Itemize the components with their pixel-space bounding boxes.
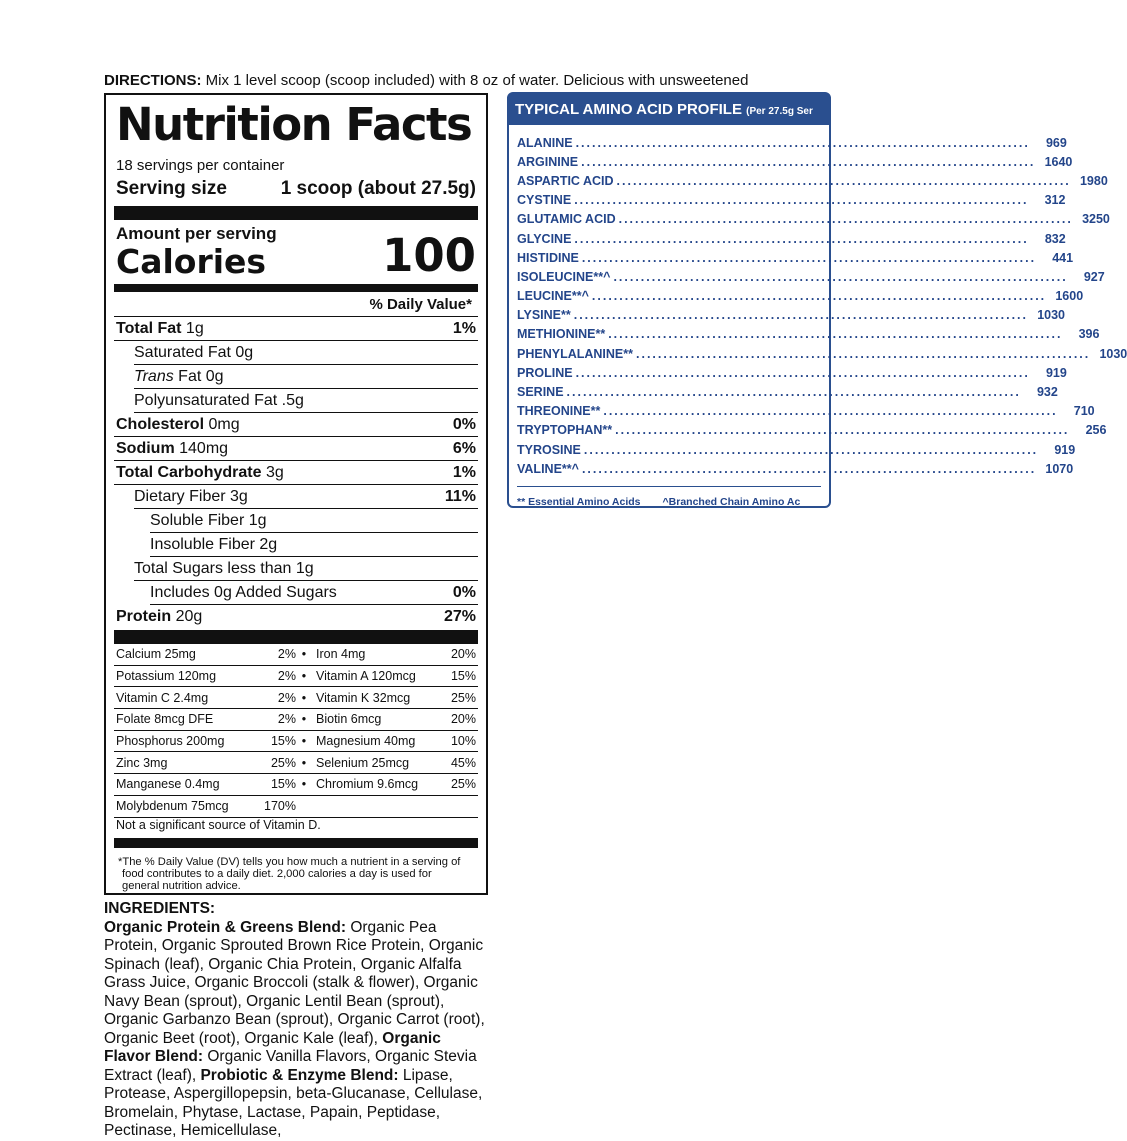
amount-per-serving-label: Amount per serving [116, 224, 277, 243]
mineral-label: Calcium 25mg [116, 647, 196, 662]
amino-acid-row [517, 402, 1095, 421]
amino-acid-value: 3250 [1082, 212, 1110, 227]
ingredients-text [104, 919, 489, 1141]
leader-dots [617, 174, 1071, 188]
nutrient-label: Cholesterol [116, 416, 205, 433]
nutrient-amount: 0mg [204, 416, 240, 433]
nutrient-label: Saturated Fat [134, 344, 231, 361]
probiotic-enzyme-blend-text: Lipase, Protease, Aspergillopepsin, beta-Glucanase, Cellulase, Bromelain, Phytase, Lactase, Papain, Peptidase, Pectinase, Hemicellulase, [104, 1066, 483, 1139]
mineral-label: Molybdenum 75mcg [116, 799, 229, 814]
amino-acid-value: 832 [1044, 231, 1066, 246]
nutrient-label: Includes 0g Added Sugars [150, 584, 337, 601]
mineral-label: Iron 4mg [316, 647, 366, 662]
bullet-icon: • [301, 647, 307, 662]
nutrient-label: Protein [116, 608, 172, 625]
amino-acid-value: 927 [1083, 269, 1105, 284]
amino-acid-row [517, 229, 1066, 248]
legend-essential: ** Essential Amino Acids [517, 496, 641, 509]
leader-dots [574, 232, 1028, 246]
probiotic-enzyme-blend-label: Probiotic & Enzyme Blend: [200, 1066, 399, 1084]
ingredients-heading: INGREDIENTS: [104, 900, 216, 917]
amino-acid-row [517, 382, 1058, 401]
amino-acid-name: ASPARTIC ACID [517, 173, 614, 188]
amino-acid-row [517, 191, 1066, 210]
serving-size-value: 1 scoop (about 27.5g) [280, 178, 476, 199]
mineral-dv: 25% [450, 777, 476, 792]
nutrient-row-insoluble-fiber [150, 533, 478, 557]
nutrient-amount: 140mg [174, 440, 229, 457]
nutrient-row-protein [114, 605, 478, 628]
calories-row [116, 224, 476, 280]
nutrient-label: Soluble Fiber [150, 512, 245, 529]
amino-acid-row [517, 267, 1105, 286]
amino-acid-name: HISTIDINE [517, 250, 579, 265]
amino-acid-value: 396 [1078, 327, 1100, 342]
mineral-label: Vitamin A 120mcg [316, 669, 416, 684]
amino-acid-value: 1640 [1044, 154, 1073, 169]
amino-acid-name: PHENYLALANINE** [517, 346, 633, 361]
amino-acid-name: VALINE**^ [517, 461, 579, 476]
nutrient-dv: 27% [443, 608, 476, 625]
nutrient-amount: 1g [181, 320, 204, 337]
amino-acid-value: 1600 [1055, 289, 1084, 304]
amino-acid-row [517, 287, 1084, 306]
leader-dots [592, 289, 1046, 303]
mineral-row [114, 731, 478, 753]
calories-label: Calories [116, 242, 267, 281]
amino-acid-row [517, 171, 1108, 190]
amino-acid-name: SERINE [517, 385, 564, 400]
flavor-blend-label: Organic Flavor Blend: [104, 1029, 441, 1065]
amino-acid-value: 1980 [1079, 173, 1108, 188]
leader-dots [608, 327, 1062, 341]
daily-value-header: % Daily Value* [114, 292, 478, 317]
amino-acid-name: PROLINE [517, 365, 573, 380]
servings-per-container: 18 servings per container [116, 157, 285, 174]
nutrient-row-sodium [114, 437, 478, 461]
daily-value-footnote: *The % Daily Value (DV) tells you how much a nutrient in a serving of food contributes to a daily diet. 2,000 calories a day is used for general nutrition advice. [118, 856, 461, 893]
amino-legend [509, 487, 829, 508]
amino-acid-value: 710 [1073, 404, 1095, 419]
amino-acid-row [517, 152, 1073, 171]
divider-thick [114, 206, 478, 220]
nutrient-label: Total Sugars less than [134, 560, 292, 577]
protein-greens-blend-label: Organic Protein & Greens Blend: [104, 918, 347, 936]
bullet-icon: • [301, 669, 307, 684]
nutrient-label: Trans [134, 368, 174, 385]
directions-text: Mix 1 level scoop (scoop included) with 8 oz of water. Delicious with unsweetened [201, 72, 749, 89]
amino-acid-name: GLUTAMIC ACID [517, 212, 616, 227]
amino-title: TYPICAL AMINO ACID PROFILE [515, 101, 742, 118]
amino-acid-name: GLYCINE [517, 231, 572, 246]
mineral-dv: 20% [450, 712, 476, 727]
mineral-label: Vitamin C 2.4mg [116, 690, 209, 705]
leader-dots [584, 443, 1038, 457]
mineral-row [114, 709, 478, 731]
leader-dots [582, 251, 1036, 265]
nutrient-label: Polyunsaturated Fat [134, 392, 278, 409]
nutrient-label: Total Fat [116, 320, 182, 337]
amino-acid-name: LEUCINE**^ [517, 289, 589, 304]
amino-acid-value: 919 [1045, 365, 1067, 380]
bullet-icon: • [301, 777, 307, 792]
nutrient-row-total-sugars [134, 557, 478, 581]
leader-dots [615, 423, 1069, 437]
nutrient-amount: 0g [230, 344, 254, 361]
amino-acid-name: METHIONINE** [517, 327, 606, 342]
nutrient-amount: 3g [261, 464, 284, 481]
amino-acid-value: 441 [1052, 250, 1074, 265]
serving-size [116, 178, 476, 200]
nutrient-amount: .5g [277, 392, 304, 409]
leader-dots [576, 366, 1030, 380]
nutrient-label: Dietary Fiber [134, 488, 226, 505]
amino-acid-row [517, 133, 1067, 152]
nutrient-label: Total Carbohydrate [116, 464, 262, 481]
not-significant-note: Not a significant source of Vitamin D. [116, 817, 321, 832]
nutrient-amount: 1g [291, 560, 314, 577]
mineral-dv: 2% [277, 669, 296, 684]
mineral-dv: 20% [450, 647, 476, 662]
amino-subtitle: (Per 27.5g Ser [746, 106, 813, 117]
mineral-row [114, 774, 478, 796]
divider-thick [114, 630, 478, 644]
mineral-label: Zinc 3mg [116, 755, 168, 770]
nutrient-label: Insoluble Fiber [150, 536, 255, 553]
amino-acid-profile-panel [507, 92, 1127, 509]
bullet-icon: • [301, 690, 307, 705]
divider-medium [114, 838, 478, 848]
leader-dots [613, 270, 1067, 284]
amino-acid-list [509, 125, 1127, 478]
mineral-row [114, 752, 478, 774]
mineral-row [114, 666, 478, 688]
amino-acid-name: THREONINE** [517, 404, 601, 419]
amino-acid-profile-header [509, 94, 829, 125]
bullet-icon: • [301, 755, 307, 770]
mineral-row-molybdenum [114, 796, 478, 818]
nutrient-row-total-fat [114, 317, 478, 341]
nutrient-row-added-sugars [150, 581, 478, 605]
amino-acid-value: 312 [1044, 193, 1066, 208]
amino-acid-row [517, 325, 1100, 344]
nutrient-dv: 0% [452, 584, 476, 601]
directions-line [104, 70, 804, 92]
amino-acid-name: LYSINE** [517, 308, 571, 323]
mineral-dv: 25% [450, 690, 476, 705]
amino-acid-value: 1070 [1045, 461, 1074, 476]
bullet-icon: • [301, 734, 307, 749]
mineral-label: Biotin 6mcg [316, 712, 382, 727]
nutrient-row-soluble-fiber [150, 509, 478, 533]
leader-dots [581, 155, 1035, 169]
mineral-dv: 170% [264, 799, 296, 814]
leader-dots [582, 462, 1036, 476]
amino-acid-value: 256 [1085, 423, 1107, 438]
vitamins-minerals-grid [114, 644, 478, 796]
flavor-blend-text: Organic Vanilla Flavors, Organic Stevia Extract (leaf), [104, 1048, 477, 1084]
nutrient-label: Sodium [116, 440, 175, 457]
amino-acid-name: TYROSINE [517, 442, 581, 457]
nutrient-row-polyunsaturated-fat [134, 389, 478, 413]
divider-medium [114, 284, 478, 292]
amino-acid-value: 932 [1036, 385, 1058, 400]
mineral-label: Potassium 120mg [116, 669, 217, 684]
amino-acid-name: ALANINE [517, 135, 573, 150]
nutrient-amount: 2g [254, 536, 278, 553]
amino-acid-name: ISOLEUCINE**^ [517, 269, 611, 284]
nutrient-dv: 0% [452, 416, 476, 433]
leader-dots [576, 136, 1030, 150]
amino-acid-name: CYSTINE [517, 193, 572, 208]
mineral-dv: 25% [270, 755, 296, 770]
nutrient-dv: 11% [444, 488, 476, 505]
nutrient-amount: Fat 0g [173, 368, 224, 385]
mineral-label: Vitamin K 32mcg [316, 690, 411, 705]
leader-dots [636, 347, 1090, 361]
amino-acid-name: ARGININE [517, 154, 579, 169]
mineral-label: Magnesium 40mg [316, 734, 416, 749]
directions-label: DIRECTIONS: [104, 72, 202, 89]
ingredients-block [104, 900, 489, 1141]
amino-acid-row [517, 363, 1067, 382]
legend-branched-chain: ^Branched Chain Amino Ac [662, 496, 801, 509]
nutrient-dv: 1% [452, 464, 476, 481]
amino-acid-row [517, 344, 1127, 363]
amino-acid-row [517, 306, 1065, 325]
mineral-label: Manganese 0.4mg [116, 777, 220, 792]
mineral-row [114, 687, 478, 709]
serving-size-label: Serving size [116, 178, 227, 199]
nutrient-row-saturated-fat [134, 341, 478, 365]
mineral-dv: 15% [270, 777, 296, 792]
mineral-dv: 15% [270, 734, 296, 749]
amino-acid-value: 919 [1054, 442, 1076, 457]
bullet-icon: • [301, 712, 307, 727]
nutrition-facts-title: Nutrition Facts [116, 98, 472, 151]
calories-value: 100 [382, 229, 476, 282]
mineral-label: Folate 8mcg DFE [116, 712, 214, 727]
mineral-dv: 2% [277, 712, 296, 727]
mineral-label: Selenium 25mcg [316, 755, 410, 770]
amino-acid-row [517, 210, 1110, 229]
protein-greens-blend-text: Organic Pea Protein, Organic Sprouted Brown Rice Protein, Organic Spinach (leaf), Organic Chia Protein, Organic Alfalfa Grass Juice, Organic Broccoli (stalk & flower), Organic Navy Bean (sprout), Organic Lentil Bean (sprout), Organic Garbanzo Bean (sprout), Organic Carrot (root), Organic Beet (root), Organic Kale (leaf), [104, 918, 485, 1047]
leader-dots [619, 212, 1073, 226]
mineral-label: Phosphorus 200mg [116, 734, 225, 749]
mineral-dv: 45% [450, 755, 476, 770]
amino-acid-row [517, 459, 1074, 478]
leader-dots [567, 385, 1021, 399]
mineral-label: Chromium 9.6mcg [316, 777, 419, 792]
leader-dots [574, 308, 1028, 322]
leader-dots [603, 404, 1057, 418]
nutrient-row-trans-fat [134, 365, 478, 389]
amino-acid-value: 969 [1045, 135, 1067, 150]
amino-acid-row [517, 440, 1076, 459]
nutrient-amount: 20g [171, 608, 203, 625]
nutrient-row-cholesterol [114, 413, 478, 437]
amino-acid-row [517, 248, 1074, 267]
nutrient-row-total-carbohydrate [114, 461, 478, 485]
nutrient-amount: 3g [225, 488, 248, 505]
nutrient-dv: 1% [452, 320, 476, 337]
nutrient-row-dietary-fiber [134, 485, 478, 509]
amino-acid-value: 1030 [1037, 308, 1065, 323]
mineral-dv: 2% [277, 690, 296, 705]
nutrition-facts-panel [104, 93, 488, 895]
mineral-dv: 10% [450, 734, 476, 749]
nutrient-amount: 1g [244, 512, 267, 529]
mineral-dv: 2% [277, 647, 296, 662]
leader-dots [574, 193, 1028, 207]
amino-acid-value: 1030 [1099, 346, 1127, 361]
mineral-dv: 15% [450, 669, 476, 684]
amino-acid-row [517, 421, 1107, 440]
nutrient-dv: 6% [452, 440, 476, 457]
amino-acid-name: TRYPTOPHAN** [517, 423, 613, 438]
mineral-row [114, 644, 478, 666]
vitamins-minerals-extra [114, 796, 478, 838]
